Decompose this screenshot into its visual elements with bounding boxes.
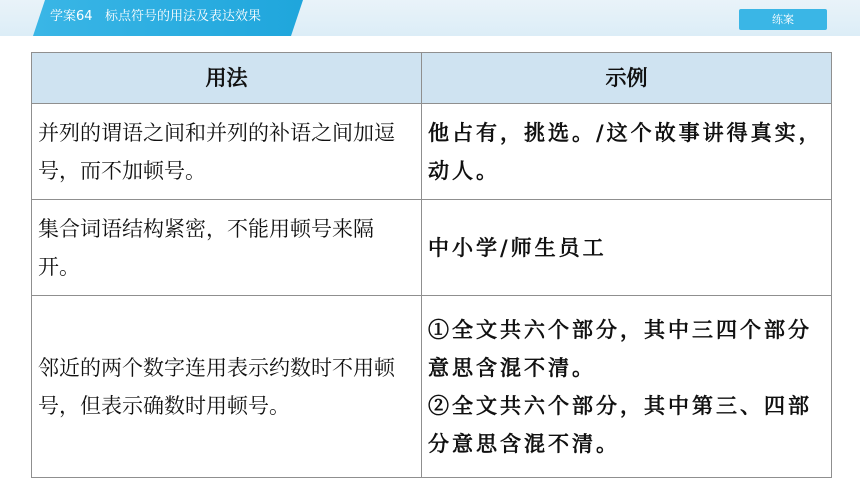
table-row	[32, 296, 832, 478]
column-header-example: 示例	[422, 53, 832, 104]
example-cell	[422, 200, 832, 296]
practice-badge[interactable]: 练案	[739, 9, 827, 30]
example-cell	[422, 296, 832, 478]
punctuation-usage-table	[31, 52, 832, 478]
usage-cell: 集合词语结构紧密，不能用顿号来隔开。	[32, 200, 422, 296]
usage-cell: 并列的谓语之间和并列的补语之间加逗号，而不加顿号。	[32, 104, 422, 200]
column-header-usage: 用法	[32, 53, 422, 104]
example-text: ①全文共六个部分，其中三四个部分意思含混不清。	[428, 316, 812, 380]
example-text: 他占有，挑选。/这个故事讲得真实，动人。	[428, 119, 823, 183]
usage-cell: 邻近的两个数字连用表示约数时不用顿号，但表示确数时用顿号。	[32, 296, 422, 478]
table-row	[32, 104, 832, 200]
example-cell	[422, 104, 832, 200]
table-header-row	[32, 53, 832, 104]
example-text: ②全文共六个部分，其中第三、四部分意思含混不清。	[428, 392, 812, 456]
lesson-title: 学案64 标点符号的用法及表达效果	[50, 9, 261, 24]
example-text: 中小学/师生员工	[428, 234, 607, 260]
table-row	[32, 200, 832, 296]
